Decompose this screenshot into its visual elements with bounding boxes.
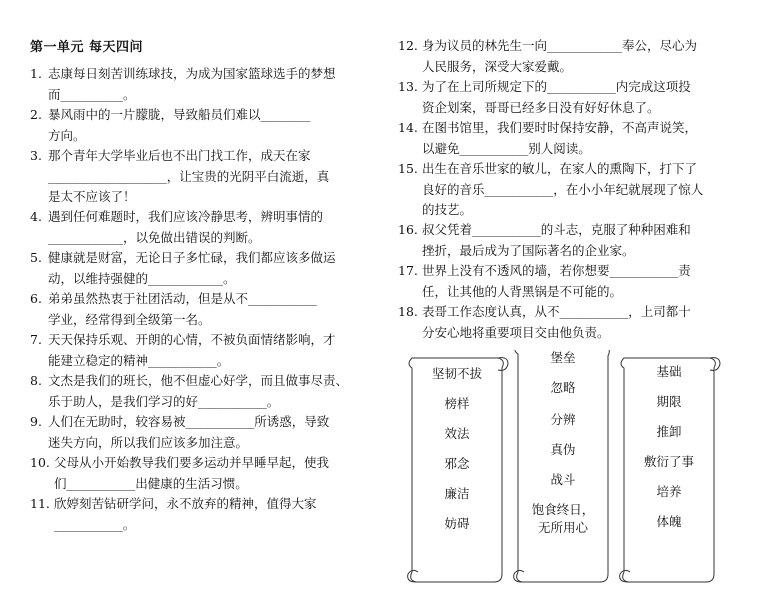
question-line: 弟弟虽然热衷于社团活动，但是从不___________ bbox=[48, 291, 317, 306]
question-number: 9. bbox=[30, 414, 42, 429]
question-line: 健康就是财富，无论日子多忙碌，我们都应该多做运 bbox=[48, 250, 336, 265]
question-line: 以避免___________别人阅读。 bbox=[422, 140, 591, 156]
word-bank-item: 分辨 bbox=[550, 412, 576, 427]
question-number: 2. bbox=[30, 107, 42, 122]
word-bank-item: 培养 bbox=[656, 484, 682, 499]
question-text bbox=[422, 220, 738, 261]
question-line: 天天保持乐观、开朗的心情，不被负面情绪影响，才 bbox=[48, 332, 336, 347]
question-line: 那个青年大学毕业后也不出门找工作，成天在家 bbox=[48, 148, 311, 163]
question-line: 资企划案，哥哥已经多日没有好好休息了。 bbox=[422, 99, 660, 115]
word-bank-item: 无所用心 bbox=[537, 520, 588, 535]
word-bank-item: 忽略 bbox=[550, 380, 576, 395]
question-number: 3. bbox=[30, 148, 42, 163]
question-text bbox=[54, 453, 370, 494]
question-text bbox=[48, 289, 370, 330]
question-item bbox=[30, 494, 370, 535]
question-number: 14. bbox=[398, 120, 418, 135]
question-item bbox=[30, 248, 370, 289]
question-text bbox=[422, 261, 738, 302]
question-text bbox=[48, 412, 370, 453]
question-line: 身为议员的林先生一向____________奉公，尽心为 bbox=[422, 38, 698, 53]
question-line: 们___________出健康的生活习惯。 bbox=[54, 475, 248, 491]
question-text bbox=[48, 371, 370, 412]
question-line: 学业，经常得到全级第一名。 bbox=[48, 311, 211, 327]
word-bank-item: 廉洁 bbox=[444, 486, 470, 501]
question-item bbox=[398, 77, 738, 118]
question-number: 1. bbox=[30, 66, 42, 81]
question-text bbox=[48, 64, 370, 105]
question-item bbox=[398, 159, 738, 221]
question-item bbox=[30, 64, 370, 105]
word-bank-item: 推卸 bbox=[656, 424, 682, 439]
question-line: 方向。 bbox=[48, 127, 86, 143]
question-item bbox=[398, 302, 738, 343]
scroll-frame-icon bbox=[614, 350, 724, 590]
question-number: 8. bbox=[30, 373, 42, 388]
question-text bbox=[48, 207, 370, 248]
word-bank-item: 期限 bbox=[656, 394, 682, 409]
question-item bbox=[398, 261, 738, 302]
question-text bbox=[48, 248, 370, 289]
question-text bbox=[422, 118, 738, 159]
word-bank-item: 饱食终日， bbox=[531, 502, 595, 517]
question-item bbox=[398, 220, 738, 261]
question-number: 13. bbox=[398, 79, 418, 94]
question-line: 是太不应该了！ bbox=[48, 189, 136, 204]
word-bank-item: 体魄 bbox=[656, 514, 682, 529]
question-line: 出生在音乐世家的敏儿，在家人的熏陶下，打下了 bbox=[422, 161, 698, 176]
question-number: 18. bbox=[398, 304, 418, 319]
question-line: 动，以维持强健的____________。 bbox=[48, 270, 236, 286]
question-text bbox=[48, 146, 370, 208]
word-bank-item: 基础 bbox=[656, 364, 682, 379]
question-line: 而__________。 bbox=[48, 86, 136, 102]
question-number: 5. bbox=[30, 250, 42, 265]
question-line: 能建立稳定的精神___________。 bbox=[48, 352, 230, 368]
question-line: 叔父凭着___________的斗志，克服了种种困难和 bbox=[422, 222, 691, 237]
question-item bbox=[30, 453, 370, 494]
question-line: 良好的音乐___________，在小小年纪就展现了惊人 bbox=[422, 181, 704, 197]
word-bank-item: 战斗 bbox=[550, 472, 576, 487]
question-item bbox=[30, 289, 370, 330]
question-text bbox=[422, 302, 738, 343]
question-line: 欣婷刻苦钻研学问，永不放弃的精神，值得大家 bbox=[54, 496, 317, 511]
question-number: 10. bbox=[30, 455, 50, 470]
question-line: 志康每日刻苦训练球技，为成为国家篮球选手的梦想 bbox=[48, 66, 336, 81]
question-text bbox=[422, 77, 738, 118]
question-line: 挫折，最后成为了国际著名的企业家。 bbox=[422, 242, 635, 258]
question-line: 为了在上司所规定下的___________内完成这项投 bbox=[422, 79, 691, 94]
question-number: 6. bbox=[30, 291, 42, 306]
question-number: 17. bbox=[398, 263, 418, 278]
word-bank-item: 妨碍 bbox=[444, 516, 470, 531]
question-number: 16. bbox=[398, 222, 418, 237]
word-bank-scroll-3 bbox=[614, 350, 724, 590]
question-item bbox=[30, 207, 370, 248]
word-bank-item: 邪念 bbox=[444, 456, 470, 471]
word-bank-item: 堡垒 bbox=[550, 350, 576, 365]
question-text bbox=[48, 105, 370, 146]
question-number: 4. bbox=[30, 209, 42, 224]
question-line: 乐于助人，是我们学习的好___________。 bbox=[48, 393, 280, 409]
question-line: 世界上没有不透风的墙，若你想要___________责 bbox=[422, 263, 691, 278]
question-item bbox=[30, 146, 370, 208]
word-bank-item: 坚韧不拔 bbox=[431, 366, 482, 381]
question-line: 表哥工作态度认真，从不___________，上司都十 bbox=[422, 304, 691, 319]
question-line: 任，让其他的人背黑锅是不可能的。 bbox=[422, 283, 623, 299]
question-item bbox=[398, 36, 738, 77]
word-bank-scroll-2 bbox=[508, 350, 618, 590]
word-bank-item: 真伪 bbox=[550, 442, 576, 457]
question-item bbox=[398, 118, 738, 159]
question-text bbox=[422, 159, 738, 221]
question-text bbox=[48, 330, 370, 371]
question-number: 11. bbox=[30, 496, 50, 511]
question-number: 15. bbox=[398, 161, 418, 176]
word-bank-scroll-1 bbox=[402, 350, 512, 590]
question-line: 遇到任何难题时，我们应该冷静思考，辨明事情的 bbox=[48, 209, 324, 224]
question-line: 的技艺。 bbox=[422, 202, 473, 217]
question-line: 在图书馆里，我们要时时保持安静，不高声说笑， bbox=[422, 120, 698, 135]
question-line: ____________，以免做出错误的判断。 bbox=[48, 229, 261, 245]
question-number: 12. bbox=[398, 38, 418, 53]
question-line: 人们在无助时，较容易被___________所诱惑，导致 bbox=[48, 414, 330, 429]
question-item bbox=[30, 105, 370, 146]
unit-title: 第一单元 每天四问 bbox=[30, 40, 144, 55]
question-line: 暴风雨中的一片朦胧，导致船员们难以________ bbox=[48, 107, 311, 122]
question-number: 7. bbox=[30, 332, 42, 347]
question-line: 文杰是我们的班长，他不但虚心好学，而且做事尽责、 bbox=[48, 373, 349, 388]
word-bank-item: 敷衍了事 bbox=[643, 454, 694, 469]
question-line: 父母从小开始教导我们要多运动并早睡早起，使我 bbox=[54, 455, 330, 470]
question-line: 迷失方向，所以我们应该多加注意。 bbox=[48, 434, 249, 450]
word-bank-item: 榜样 bbox=[444, 396, 470, 411]
question-line: 人民服务，深受大家爱戴。 bbox=[422, 58, 573, 74]
word-bank-item: 效法 bbox=[444, 426, 470, 441]
question-item bbox=[30, 330, 370, 371]
question-line: 分安心地将重要项目交由他负责。 bbox=[422, 324, 610, 340]
question-item bbox=[30, 412, 370, 453]
question-text bbox=[422, 36, 738, 77]
question-text bbox=[54, 494, 370, 535]
question-line: ___________。 bbox=[54, 516, 136, 532]
question-line: ___________________，让宝贵的光阴平白流逝，真 bbox=[48, 168, 330, 184]
question-item bbox=[30, 371, 370, 412]
